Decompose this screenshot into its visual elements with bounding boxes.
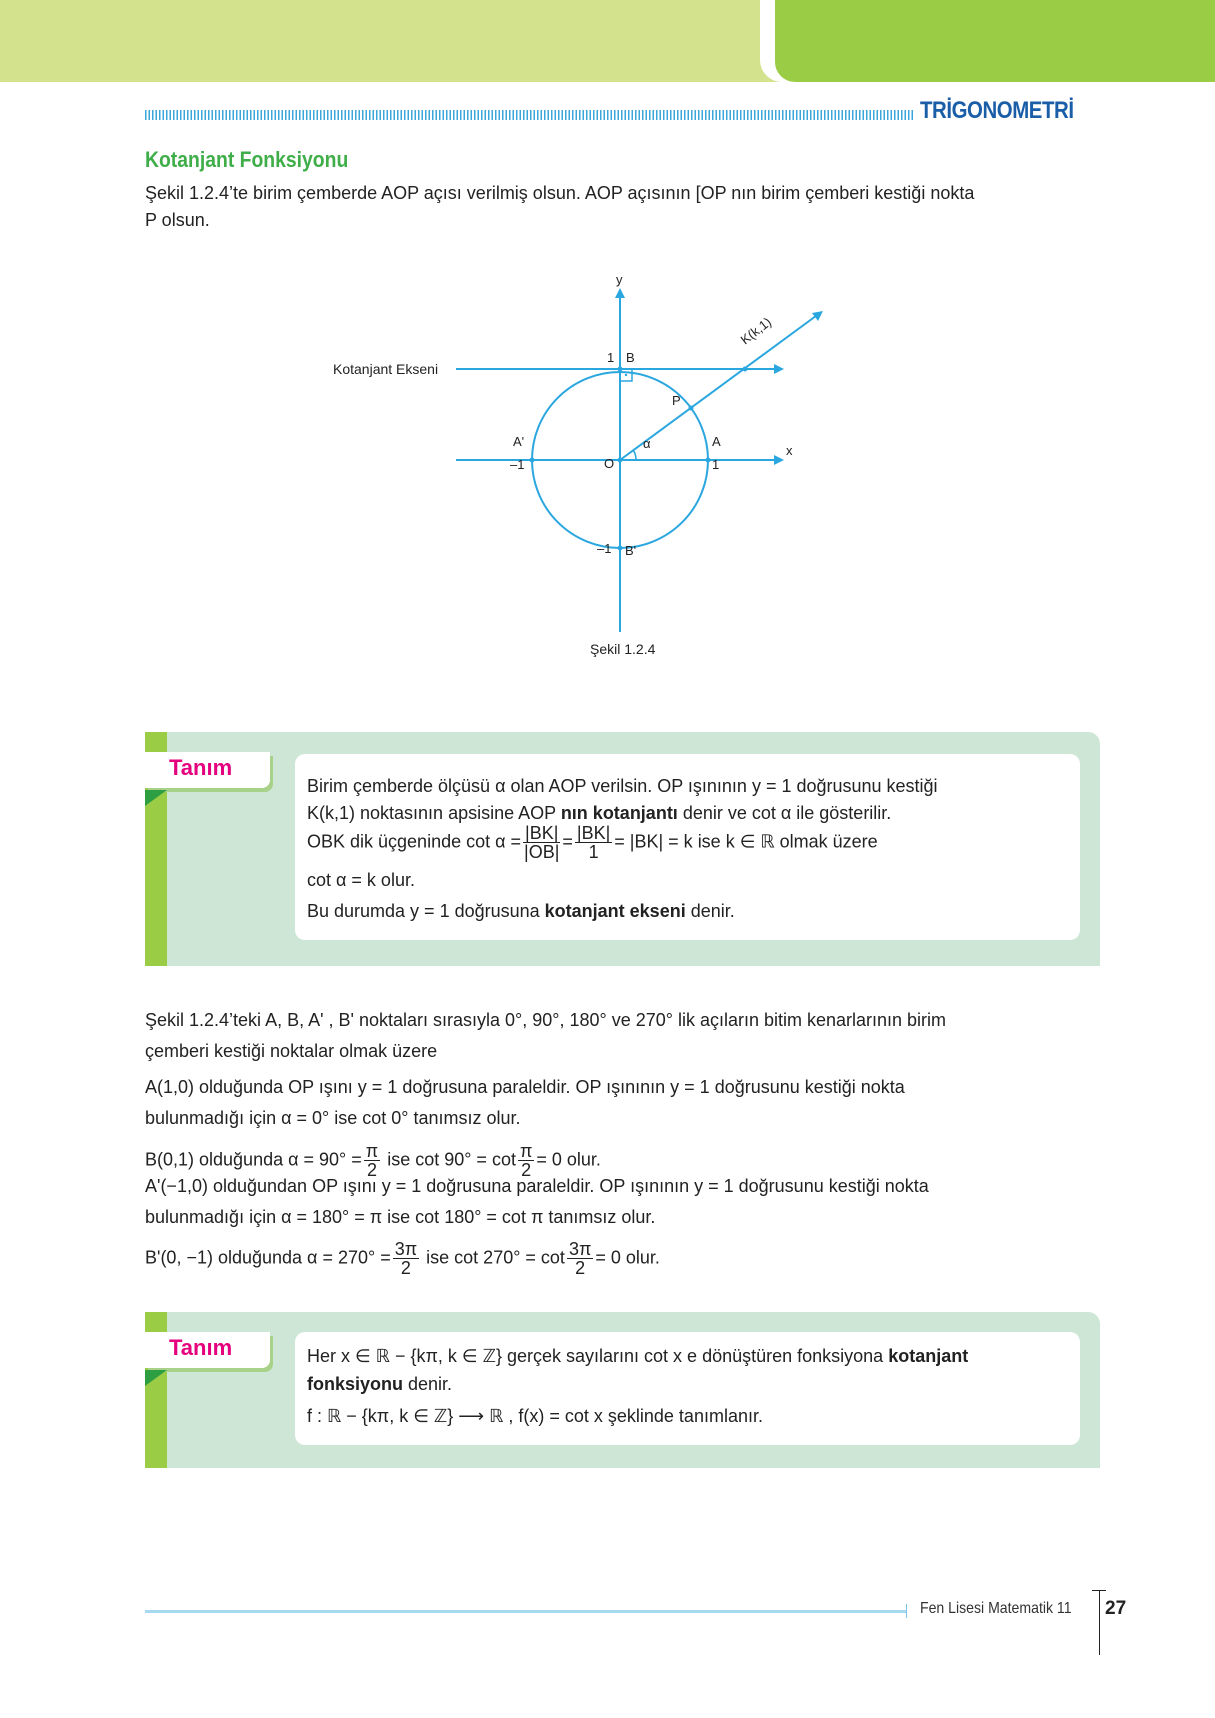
def1-line-2: K(k,1) noktasının apsisine AOP nın kotanjantı denir ve cot α ile gösterilir. [307, 803, 892, 823]
body-line-1: Şekil 1.2.4’teki A, B, A' , B' noktaları sırasıyla 0°, 90°, 180° ve 270° lik açıların bitim kenarlarının birim [145, 1010, 947, 1030]
tab-fold-icon [145, 1370, 167, 1386]
definition-content [295, 1332, 1080, 1445]
body-line-4: bulunmadığı için α = 0° ise cot 0° tanımsız olur. [145, 1108, 521, 1128]
figure-caption: Şekil 1.2.4 [590, 641, 656, 657]
cot-axis-arrow-icon [774, 364, 784, 374]
label-B-prime: B' [625, 543, 637, 558]
label-1-y: 1 [607, 350, 615, 365]
ray-arrow-icon [812, 311, 823, 321]
alpha-arc [633, 450, 636, 460]
def1-line-4: cot α = k olur. [307, 870, 415, 890]
intro-line-1: Şekil 1.2.4’te birim çemberde AOP açısı verilmiş olsun. AOP açısının [OP nın birim çemberi kestiği nokta [145, 183, 975, 203]
cotangent-axis-label: Kotanjant Ekseni [333, 361, 439, 377]
section-title: Kotanjant Fonksiyonu [145, 147, 349, 172]
label-P: P [672, 393, 681, 408]
label-minus1-x: –1 [510, 457, 525, 472]
intro-line-2: P olsun. [145, 210, 210, 230]
label-B: B [626, 350, 635, 365]
label-y: y [616, 272, 623, 287]
footer-rule-tick [906, 1604, 907, 1618]
definition-box-2 [145, 1312, 1100, 1468]
x-arrow-icon [774, 455, 784, 465]
def2-line-1: Her x ∈ ℝ − {kπ, k ∈ ℤ} gerçek sayılarını cot x e dönüştüren fonksiyona kotanjant [307, 1346, 969, 1366]
body-line-3: A(1,0) olduğunda OP ışını y = 1 doğrusuna paraleldir. OP ışınının y = 1 doğrusunu kestiği nokta [145, 1077, 905, 1097]
def1-line-5: Bu durumda y = 1 doğrusuna kotanjant ekseni denir. [307, 901, 735, 921]
label-alpha: α [643, 436, 651, 451]
definition-content [295, 754, 1080, 940]
body-line-6: A'(−1,0) olduğundan OP ışını y = 1 doğrusuna paraleldir. OP ışınının y = 1 doğrusunu kestiği nokta [145, 1176, 929, 1196]
body-line-5: B(0,1) olduğunda α = 90° = $\frac{\pi}{2}$ ise cot 90° = cot $\frac{\pi}{2}$ = 0 olur. [145, 1141, 601, 1180]
def2-line-2: fonksiyonu denir. [307, 1374, 453, 1394]
unit-circle-figure [0, 0, 1215, 700]
label-1-x: 1 [712, 457, 720, 472]
chapter-title: TRİGONOMETRİ [920, 97, 1074, 124]
def1-line-1: Birim çemberde ölçüsü α olan AOP verilsin. OP ışınının y = 1 doğrusunu kestiği [307, 776, 938, 796]
footer-divider [1099, 1590, 1100, 1655]
footer-rule [145, 1610, 907, 1613]
definition-tab: Tanım [145, 1332, 270, 1368]
y-arrow-icon [615, 288, 625, 298]
def2-line-3: f : ℝ − {kπ, k ∈ ℤ} ⟶ ℝ , f(x) = cot x şeklinde tanımlanır. [307, 1406, 763, 1426]
label-A: A [712, 434, 721, 449]
definition-box-1 [145, 732, 1100, 966]
body-line-2: çemberi kestiği noktalar olmak üzere [145, 1041, 438, 1061]
label-O: O [604, 456, 615, 471]
page-number: 27 [1105, 1598, 1127, 1619]
body-line-7: bulunmadığı için α = 180° = π ise cot 180° = cot π tanımsız olur. [145, 1207, 656, 1227]
tab-fold-icon [145, 790, 167, 806]
label-A-prime: A' [513, 434, 525, 449]
label-K: K(k,1) [737, 314, 775, 348]
label-minus1-y: –1 [597, 541, 612, 556]
label-x: x [786, 443, 793, 458]
body-line-8: B'(0, −1) olduğunda α = 270° = $\frac{3\pi}{2}$ ise cot 270° = cot $\frac{3\pi}{2}$ = 0 olur. [145, 1239, 660, 1278]
def1-line-3: OBK dik üçgeninde cot α = $\frac{|BK|}{|OB|}$ = $\frac{|BK|}{1}$ = |BK| = k ise k ∈ ℝ olmak üzere [307, 823, 878, 862]
definition-tab: Tanım [145, 752, 270, 788]
book-title: Fen Lisesi Matematik 11 [920, 1600, 1072, 1617]
